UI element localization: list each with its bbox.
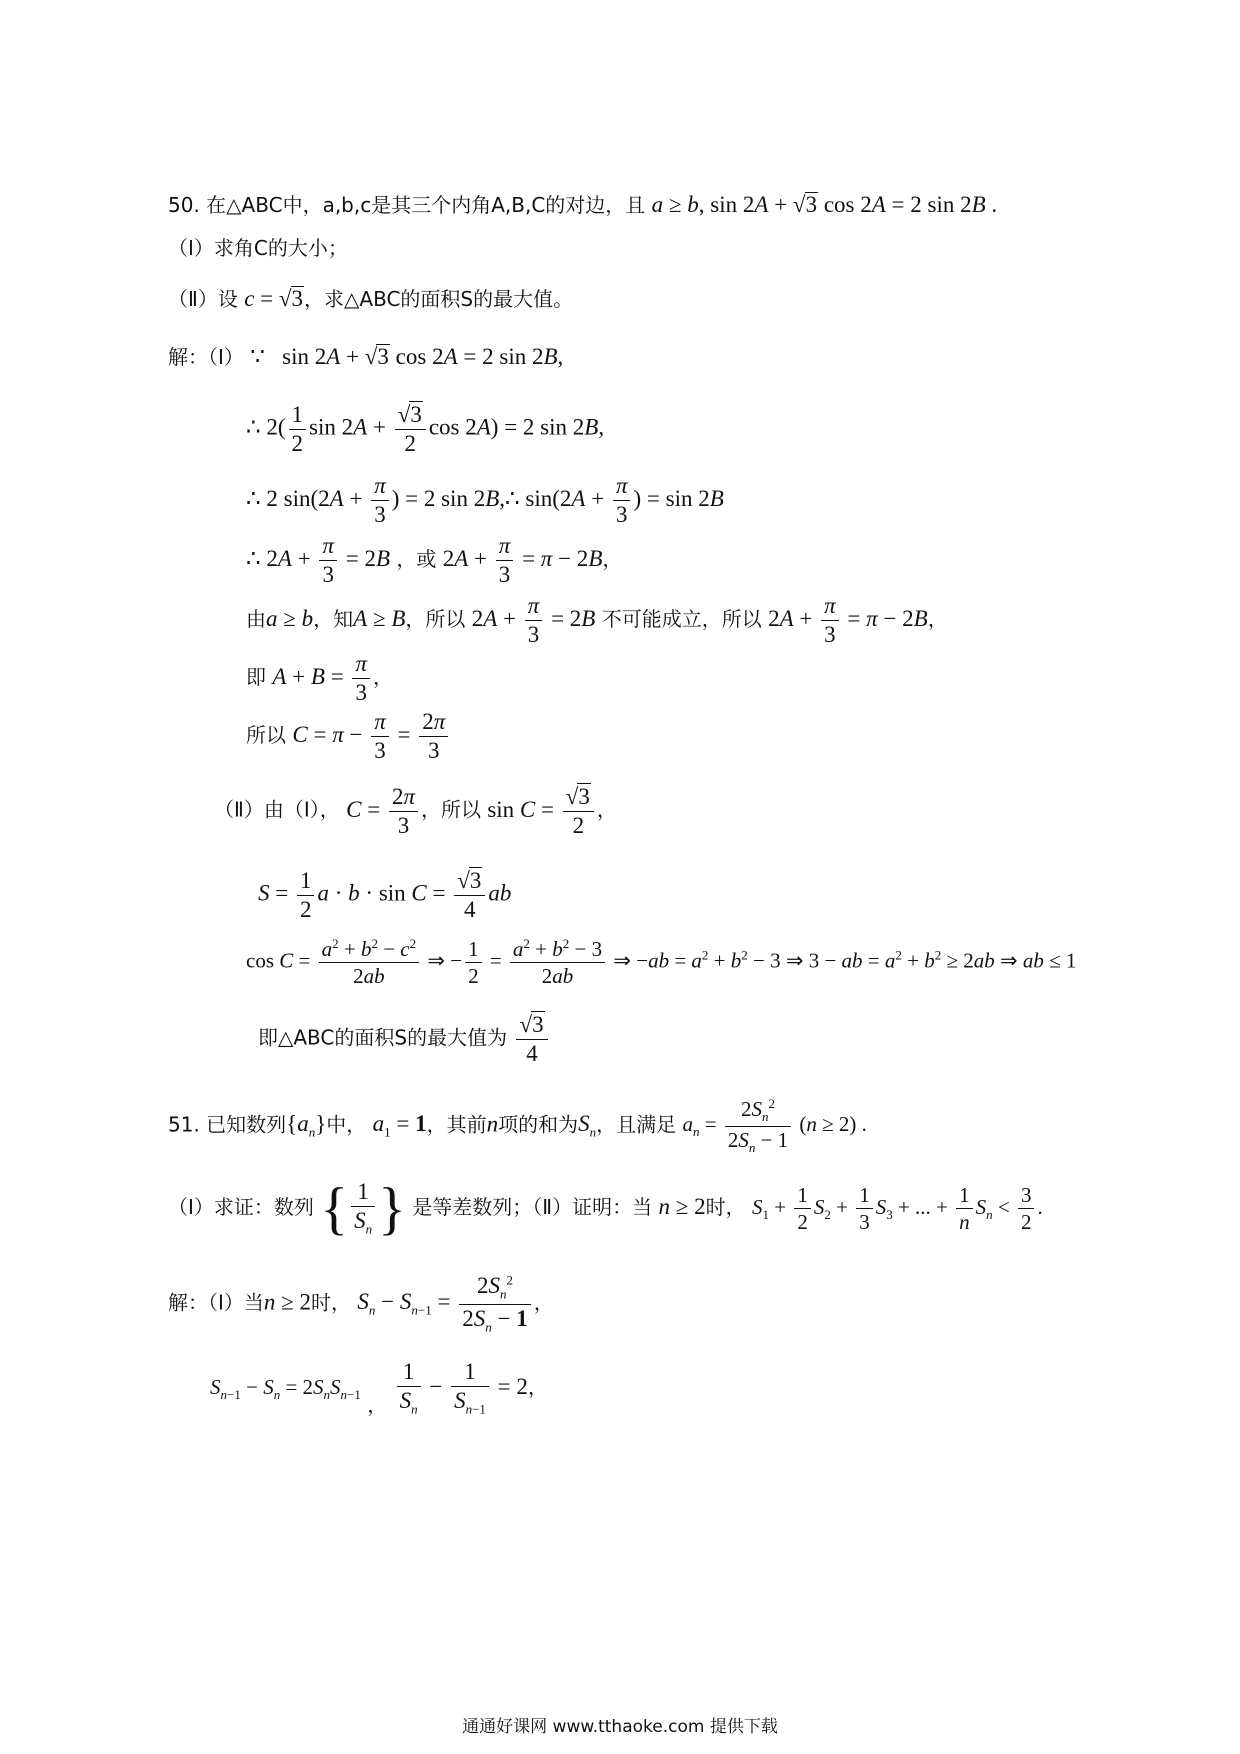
p50-sol-eq6: 即 A + B = $\frac{\pi}{3}$ ， [246,651,393,706]
p50-number: 50. [168,193,200,217]
p50-part2-post: ，求△ABC的面积S的最大值。 [304,287,574,311]
p50-bukeneng: 不可能成立，所以 [601,607,762,632]
p51-part1-tail: 是等差数列；（Ⅱ）证明：当 [412,1194,653,1219]
p50-sol-line1 [168,344,563,368]
p50-cos-derivation: cos C = $\frac{a^2 + b^2 - c^2}{2ab}$ ⇒ − $\frac{1}{2}$ = $\frac{a^2 + b^2 - 3}{2ab}$ ⇒ $-ab = a^2 + b^2 - 3$ ⇒ 3 − ab = $a^2 + b^2 \ge 2ab$ ⇒ ab ≤ 1 [246,936,1077,989]
p50-suoyi1: ，所以 [405,607,466,632]
p50-condition: a ≥ b, sin 2A + √3 cos 2A = 2 sin 2B . [651,192,998,217]
p51-part1-text: 求证：数列 [213,1194,314,1219]
p50-stem-text: 在△ABC中，a,b,c是其三个内角A,B,C的对边，且 [206,193,646,217]
p50-stem [168,192,997,216]
p50-part2 [168,286,573,310]
p50-sol-eq7: 所以 C = π − $\frac{\pi}{3}$ = $\frac{2\pi}{3}$ [246,708,451,766]
p51-stem-a: 已知数列 [206,1112,287,1137]
p50-huo: 或 [416,547,437,572]
p50-ji: 即 [246,665,266,690]
p51-stem-e: ，且满足 [596,1112,677,1137]
p50-part1-label: （Ⅰ） [168,236,214,260]
p51-sol-line1: 解：（Ⅰ）当n ≥ 2时， $S_n - S_{n-1}$ = $\frac{2S_n^2}{2S_n - 1}$ ， [168,1272,554,1335]
p50-p2-label: （Ⅱ）由（Ⅰ）， [214,797,340,822]
p50-zhi: ，知 [313,607,354,632]
p50-you: 由 [246,607,266,632]
footer-text: 通通好课网 www.tthaoke.com 提供下载 [462,1717,778,1737]
p51-number: 51. [168,1112,200,1137]
p50-suoyi2: 所以 [246,723,286,748]
p50-part2-pre: 设 [217,287,238,311]
p50-sol-eq3: ∴ 2 sin(2A + $\frac{\pi}{3}$ ) = 2 sin 2B,∴ sin(2A + $\frac{\pi}{3}$ ) = sin 2B [246,473,724,528]
p51-part2-when: 时， [705,1194,746,1219]
p50-part1-text: 求角C的大小； [213,236,348,260]
p50-sol-eq2: ∴ 2( $\frac{1}{2}$ sin 2A + $\frac{√3}{2}$ cos 2A) = 2 sin 2B, [246,401,605,457]
p51-sol-label: 解：（Ⅰ）当 [168,1290,264,1315]
p50-area-formula: S = $\frac{1}{2}$ a · b · sin C = $\frac{√3}{4}$ ab [258,867,512,923]
p50-part2-label: （Ⅱ） [168,287,218,311]
p51-stem-b: 中， [326,1112,367,1137]
p50-sol-eq1: ∵ sin 2A + √3 cos 2A = 2 sin 2B, [250,344,564,369]
p50-conclusion: 即△ABC的面积S的最大值为 $\frac{√3}{4}$ [258,1010,551,1069]
p50-sol-label: 解：（Ⅰ） [168,345,244,369]
p51-stem-c: ，其前 [426,1112,487,1137]
p51-sol-when: 时， [311,1290,352,1315]
p50-p2-suoyi: 所以 [440,797,481,822]
p51-stem-d: 项的和为 [498,1112,579,1137]
p51-sol-line2: $S_{n-1} - S_n = 2S_nS_{n-1}$ ， $\frac{1}{S_n}$ − $\frac{1}{S_{n-1}}$ = 2， [210,1359,548,1418]
p50-part2-given: c = √3 [244,286,304,311]
p51-stem: 51. 已知数列$\{a_n\}$中， $a_1 = 1$，其前n项的和为$S_n$，且满足 $a_n$ = $\frac{2S_n^2}{2S_n - 1}$ (n ≥ 2) . [168,1096,867,1156]
p51-parts: （Ⅰ）求证：数列 { $\frac{1}{S_n}$ } 是等差数列；（Ⅱ）证明：当 n ≥ 2时， $S_1$ + $\frac{1}{2}$ $S_2$ + $\frac{1}{3}$ $S_3$ + ... + $\frac{1}{n}$ $S_n$ < $\frac{3}{2}$ . [168,1175,1043,1241]
p50-sol-eq5: 由a ≥ b，知A ≥ B，所以 2A + $\frac{\pi}{3}$ = 2B 不可能成立，所以 2A + $\frac{\pi}{3}$ = π − 2B， [246,593,948,648]
p50-conclusion-text: 即△ABC的面积S的最大值为 [258,1025,508,1050]
p50-sol-eq4: ∴ 2A + $\frac{\pi}{3}$ = 2B ，或 2A + $\frac{\pi}{3}$ = π − 2B， [246,533,623,588]
p50-sol-part2: （Ⅱ）由（Ⅰ）， C = $\frac{2\pi}{3}$ ，所以 sin C = $\frac{√3}{2}$ ， [214,783,617,839]
p50-part1 [168,238,348,258]
p51-part1-label: （Ⅰ） [168,1194,214,1219]
